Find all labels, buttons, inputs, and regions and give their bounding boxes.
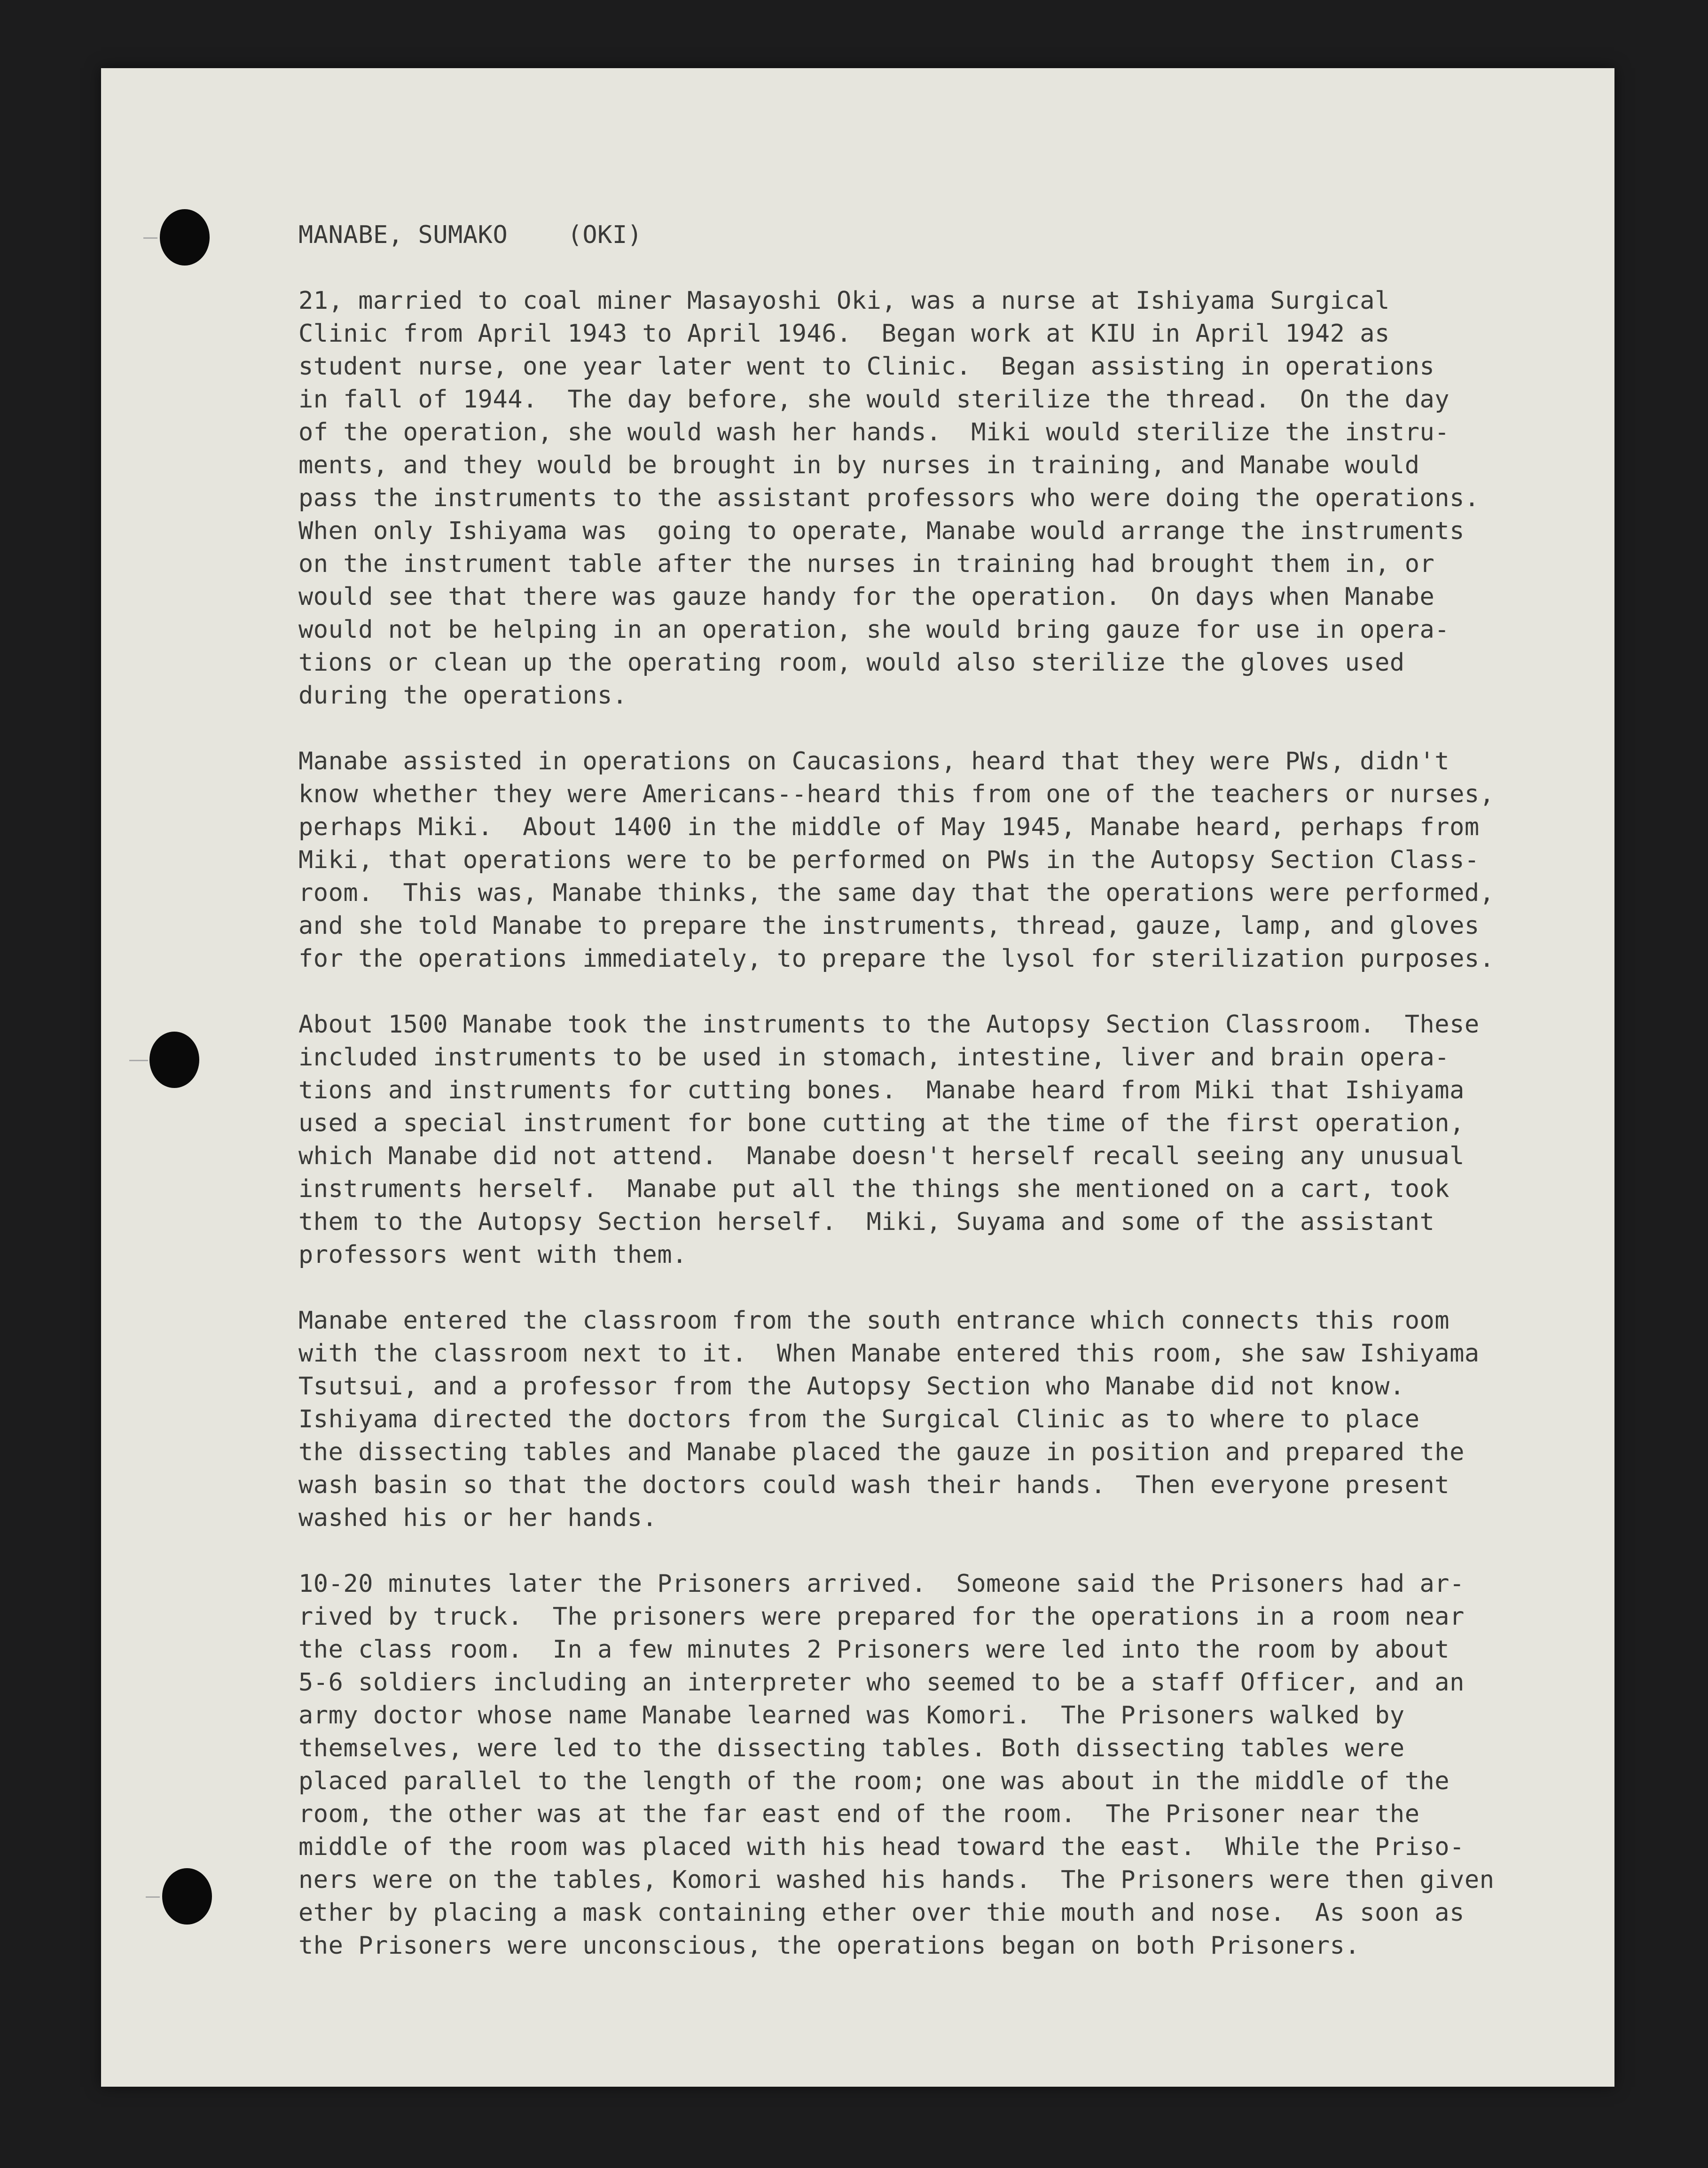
text-line: Manabe entered the classroom from the south entrance which connects this room [298, 1307, 1450, 1335]
text-line: which Manabe did not attend. Manabe doesn't herself recall seeing any unusual [298, 1142, 1465, 1170]
text-line: Miki, that operations were to be performed on PWs in the Autopsy Section Class- [298, 846, 1480, 874]
text-line: used a special instrument for bone cutting at the time of the first operation, [298, 1109, 1465, 1137]
text-line: ether by placing a mask containing ether over thie mouth and nose. As soon as [298, 1899, 1465, 1927]
text-line: When only Ishiyama was going to operate, Manabe would arrange the instruments [298, 517, 1465, 545]
punch-hole-bottom [162, 1868, 212, 1925]
text-line: the class room. In a few minutes 2 Prisoners were led into the room by about [298, 1636, 1450, 1664]
text-line: included instruments to be used in stomach, intestine, liver and brain opera- [298, 1043, 1450, 1072]
text-line: themselves, were led to the dissecting tables. Both dissecting tables were [298, 1734, 1405, 1762]
text-line: the dissecting tables and Manabe placed the gauze in position and prepared the [298, 1438, 1465, 1466]
text-line: the Prisoners were unconscious, the operations began on both Prisoners. [298, 1932, 1360, 1960]
text-line: 21, married to coal miner Masayoshi Oki, was a nurse at Ishiyama Surgical [298, 287, 1390, 315]
text-line: and she told Manabe to prepare the instruments, thread, gauze, lamp, and gloves [298, 912, 1480, 940]
text-line: Clinic from April 1943 to April 1946. Began work at KIU in April 1942 as [298, 320, 1390, 348]
text-line: would see that there was gauze handy for the operation. On days when Manabe [298, 583, 1435, 611]
margin-mark-middle [129, 1060, 148, 1061]
text-line: ments, and they would be brought in by nurses in training, and Manabe would [298, 451, 1420, 479]
paragraph [298, 1567, 1614, 1962]
text-line: ners were on the tables, Komori washed his hands. The Prisoners were then given [298, 1866, 1495, 1894]
text-line: rived by truck. The prisoners were prepared for the operations in a room near [298, 1603, 1465, 1631]
document-page [101, 68, 1614, 2087]
margin-mark-bottom [146, 1896, 160, 1898]
text-line: 10-20 minutes later the Prisoners arrived. Someone said the Prisoners had ar- [298, 1570, 1465, 1598]
text-line: would not be helping in an operation, she would bring gauze for use in opera- [298, 616, 1450, 644]
text-line: room, the other was at the far east end of the room. The Prisoner near the [298, 1800, 1420, 1828]
text-line: placed parallel to the length of the room; one was about in the middle of the [298, 1767, 1450, 1795]
text-line: wash basin so that the doctors could wash their hands. Then everyone present [298, 1471, 1450, 1499]
text-line: student nurse, one year later went to Clinic. Began assisting in operations [298, 352, 1435, 381]
text-line: perhaps Miki. About 1400 in the middle of May 1945, Manabe heard, perhaps from [298, 813, 1480, 841]
margin-mark-top [143, 237, 157, 239]
paragraph [298, 745, 1614, 975]
text-line: 5-6 soldiers including an interpreter who seemed to be a staff Officer, and an [298, 1668, 1465, 1697]
text-line: washed his or her hands. [298, 1504, 658, 1532]
text-line: army doctor whose name Manabe learned was Komori. The Prisoners walked by [298, 1701, 1405, 1730]
paragraph [298, 1008, 1614, 1271]
text-line: during the operations. [298, 681, 627, 710]
text-line: on the instrument table after the nurses in training had brought them in, or [298, 550, 1435, 578]
text-line: Manabe assisted in operations on Caucasions, heard that they were PWs, didn't [298, 747, 1450, 775]
text-line: pass the instruments to the assistant professors who were doing the operations. [298, 484, 1480, 512]
document-body [298, 219, 1614, 1995]
text-line: professors went with them. [298, 1241, 687, 1269]
text-line: instruments herself. Manabe put all the things she mentioned on a cart, took [298, 1175, 1450, 1203]
text-line: for the operations immediately, to prepare the lysol for sterilization purposes. [298, 945, 1495, 973]
text-line: Tsutsui, and a professor from the Autopsy Section who Manabe did not know. [298, 1372, 1405, 1401]
paragraph-container [298, 284, 1614, 1962]
text-line: of the operation, she would wash her hands. Miki would sterilize the instru- [298, 418, 1450, 446]
text-line: tions or clean up the operating room, would also sterilize the gloves used [298, 649, 1405, 677]
text-line: middle of the room was placed with his head toward the east. While the Priso- [298, 1833, 1465, 1861]
document-heading: MANABE, SUMAKO (OKI) [298, 221, 642, 249]
paragraph [298, 284, 1614, 712]
text-line: room. This was, Manabe thinks, the same day that the operations were performed, [298, 879, 1495, 907]
punch-hole-middle [149, 1032, 199, 1088]
punch-hole-top [160, 209, 210, 266]
text-line: Ishiyama directed the doctors from the Surgical Clinic as to where to place [298, 1405, 1420, 1433]
text-line: About 1500 Manabe took the instruments to the Autopsy Section Classroom. These [298, 1010, 1480, 1039]
text-line: them to the Autopsy Section herself. Miki, Suyama and some of the assistant [298, 1208, 1435, 1236]
text-line: in fall of 1944. The day before, she would sterilize the thread. On the day [298, 385, 1450, 414]
text-line: know whether they were Americans--heard this from one of the teachers or nurses, [298, 780, 1495, 808]
paragraph [298, 1304, 1614, 1534]
text-line: with the classroom next to it. When Manabe entered this room, she saw Ishiyama [298, 1339, 1480, 1368]
text-line: tions and instruments for cutting bones. Manabe heard from Miki that Ishiyama [298, 1076, 1465, 1104]
